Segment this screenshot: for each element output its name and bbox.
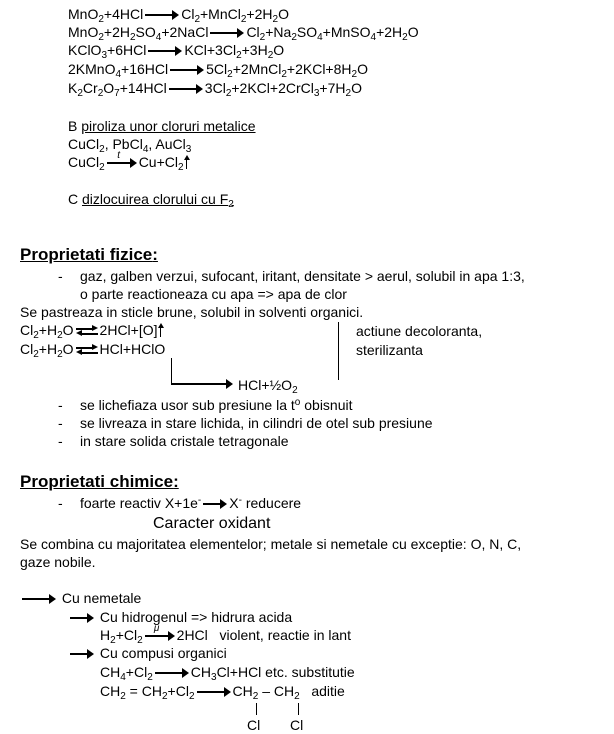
bullet-solid-state: in stare solida cristale tetragonale: [80, 433, 289, 449]
effect-sterilizing: sterilizanta: [356, 342, 423, 358]
storage-note: Se pastreaza in sticle brune, solubil in solventi organici.: [20, 304, 364, 320]
reaction-kmno4: 2KMnO$_4$+16HCl $5Cl_2+2MnCl_2+2KCl+8H_2O$: [68, 61, 368, 80]
bullet-dash: -: [58, 397, 63, 413]
equilibrium-arrow-icon: [76, 326, 98, 336]
arrow-icon: [155, 668, 189, 678]
arrow-icon: [22, 594, 56, 604]
effect-decolorant: actiune decoloranta,: [356, 323, 483, 339]
section-b-title: B piroliza unor cloruri metalice: [68, 118, 256, 134]
hydrogen-chlorine-reaction: $H_2+Cl_2$ μ 2HCl violent, reactie in lant: [100, 623, 351, 646]
arrow-icon: [170, 65, 204, 75]
equilibrium-1: $Cl_2+H_2O$ 2HCl+[O]: [20, 322, 164, 339]
arrowhead-icon: [226, 379, 233, 389]
bullet-liquefaction: se lichefiaza usor sub presiune la $t^o$ obisnuit: [80, 397, 353, 413]
bullet-dash: -: [58, 268, 63, 284]
arrow-icon: [148, 46, 182, 56]
bond-line: [298, 703, 299, 715]
bullet-dash: -: [58, 495, 63, 511]
chlorine-substituent-2: Cl: [290, 717, 304, 733]
arrow-icon: [203, 499, 227, 509]
reaction-mno2-h2so4: $MnO_2+2H_2SO_4+2NaCl$ $Cl_2+Na_2SO_4+MnSO_4+2H_2O$: [68, 24, 419, 43]
methane-substitution: $CH_4+Cl_2$ $CH_3Cl+HCl$ etc. substitutie: [100, 664, 355, 683]
hclo-decomposition: $HCl+\frac{1}{2}O_2$: [238, 377, 298, 396]
combination-line1: Se combina cu majoritatea elementelor; metale si nemetale cu exceptie: O, N, C,: [20, 536, 522, 552]
reaction-mno2-hcl: MnO$_2$+4HCl $Cl_2+MnCl_2+2H_2O$: [68, 6, 289, 25]
reaction-k2cr2o7: $K_2Cr_2O_7+14HCl$ $3Cl_2+2KCl+2CrCl_3+7H_2O$: [68, 80, 362, 99]
arrow-icon: [169, 84, 203, 94]
reaction-kclo3: KClO$_3$+6HCl $KCl+3Cl_2+3H_2O$: [68, 42, 285, 61]
physical-desc-line1: gaz, galben verzui, sufocant, iritant, densitate > aerul, solubil in apa 1:3,: [80, 268, 525, 284]
arrow-icon: [70, 649, 94, 659]
equilibrium-arrow-icon: [76, 345, 98, 355]
decomposition-connector: [171, 383, 227, 385]
organic-item: Cu compusi organici: [68, 645, 227, 662]
arrow-icon: [210, 28, 244, 38]
decomposition-connector: [171, 358, 172, 384]
light-arrow-icon: μ: [145, 631, 175, 641]
physical-properties-heading: Proprietati fizice:: [20, 245, 158, 264]
section-c-title: C dizlocuirea clorului cu $F_2$: [68, 191, 234, 210]
bond-line: [256, 703, 257, 715]
nonmetals-item: Cu nemetale: [20, 590, 141, 607]
bullet-dash: -: [58, 415, 63, 431]
bullet-delivery: se livreaza in stare lichida, in cilindri de otel sub presiune: [80, 415, 433, 431]
heat-arrow-icon: t: [107, 158, 137, 168]
physical-desc-line2: o parte reactioneaza cu apa => apa de clor: [80, 286, 347, 302]
bracket-line: [338, 322, 339, 380]
gas-up-arrow-icon: [184, 155, 190, 169]
ethene-addition: $CH_2 = CH_2+Cl_2$ $CH_2 - CH_2$ aditie: [100, 683, 345, 702]
equilibrium-2: $Cl_2+H_2O$ HCl+HClO: [20, 341, 166, 360]
chlorine-substituent-1: Cl: [247, 717, 261, 733]
arrow-icon: [70, 613, 94, 623]
reaction-cucl2-pyrolysis: CuCl$_2$ t $Cu+Cl_2$: [68, 154, 190, 171]
arrow-icon: [197, 687, 231, 697]
reactivity-line: foarte reactiv X+1e- X- reducere: [80, 495, 302, 511]
combination-line2: gaze nobile.: [20, 554, 96, 570]
chemical-properties-heading: Proprietati chimice:: [20, 472, 179, 491]
arrow-icon: [145, 10, 179, 20]
bullet-dash: -: [58, 433, 63, 449]
hydrogen-item: Cu hidrogenul => hidrura acida: [68, 609, 292, 626]
gas-up-arrow-icon: [158, 323, 164, 337]
metal-chlorides: CuCl$_2$, PbCl$_4$, AuCl$_3$: [68, 136, 192, 155]
oxidant-subtitle: Caracter oxidant: [153, 515, 271, 532]
